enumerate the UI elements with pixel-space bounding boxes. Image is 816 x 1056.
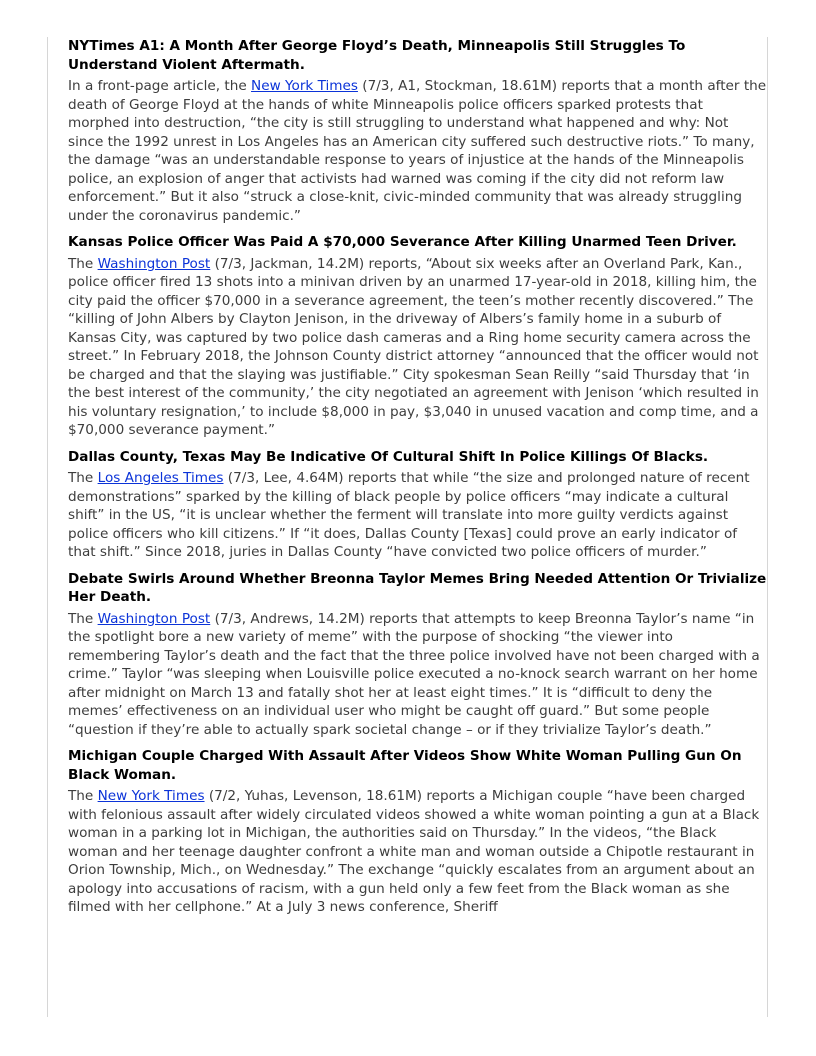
source-link[interactable]: Washington Post xyxy=(97,255,211,272)
article-intro: The xyxy=(68,788,98,804)
article-headline: Michigan Couple Charged With Assault After Videos Show White Woman Pulling Gun On Black Woman. xyxy=(68,748,742,783)
source-link[interactable]: New York Times xyxy=(251,78,358,94)
article-breonna-taylor-memes xyxy=(68,570,767,740)
source-link[interactable]: New York Times xyxy=(97,788,205,804)
article-headline: Kansas Police Officer Was Paid A $70,000 Severance After Killing Unarmed Teen Driver. xyxy=(68,234,737,250)
article-dallas-county xyxy=(68,448,767,562)
article-body xyxy=(68,469,767,562)
source-link[interactable]: Los Angeles Times xyxy=(97,470,224,486)
source-link[interactable]: Washington Post xyxy=(97,610,211,627)
document-page xyxy=(47,37,768,1017)
article-text: (7/2, Yuhas, Levenson, 18.61M) reports a Michigan couple “have been charged with felonious assault after widely circulated videos showed a white woman pointing a gun at a Black woman in a parking lot in Michigan, the authorities said on Thursday.” In the videos, “the Black woman and her teenage daughter confront a white man and woman outside a Chipotle restaurant in Orion Township, Mich., on Wednesday.” The exchange “quickly escalates from an argument about an apology into accusations of racism, with a gun held only a few feet from the Black woman as she filmed with her cellphone.” At a July 3 news conference, Sheriff xyxy=(68,788,760,915)
article-body xyxy=(68,787,767,917)
article-kansas-severance xyxy=(68,233,767,440)
article-body xyxy=(68,77,767,225)
article-floyd-minneapolis xyxy=(68,37,767,225)
article-intro: In a front-page article, the xyxy=(68,78,252,94)
article-text: (7/3, Jackman, 14.2M) reports, “About six weeks after an Overland Park, Kan., police officer fired 13 shots into a minivan driven by an unarmed 17-year-old in 2018, killing him, the city paid the officer $70,000 in a severance agreement, the teen’s mother recently discovered.” The “killing of John Albers by Clayton Jenison, in the driveway of Albers’s family home in a suburb of Kansas City, was captured by two police dash cameras and a Ring home security camera across the street.” In February 2018, the Johnson County district attorney “announced that the officer would not be charged and that the slaying was justifiable.” City spokesman Sean Reilly “said Thursday that ‘in the best interest of the community,’ the city negotiated an agreement with Jenison ‘which resulted in his voluntary resignation,’ to include $8,000 in pay, $3,040 in unused vacation and comp time, and a $70,000 severance payment.” xyxy=(68,255,759,438)
article-text: (7/3, Lee, 4.64M) reports that while “the size and prolonged nature of recent demonstrations” sparked by the killing of black people by police officers “may indicate a cultural shift” in the US, “it is unclear whether the ferment will translate into more guilty verdicts against police officers who kill citizens.” If “it does, Dallas County [Texas] could prove an early indicator of that shift.” Since 2018, juries in Dallas County “have convicted two police officers of murder.” xyxy=(68,470,750,560)
article-intro: The xyxy=(68,610,98,627)
article-headline: Debate Swirls Around Whether Breonna Taylor Memes Bring Needed Attention Or Trivialize Her Death. xyxy=(68,570,767,605)
article-intro: The xyxy=(68,255,98,272)
article-text: (7/3, Andrews, 14.2M) reports that attempts to keep Breonna Taylor’s name “in the spotlight bore a new variety of meme” with the purpose of shocking “the viewer into remembering Taylor’s death and the fact that the three police involved have not been charged with a crime.” Taylor “was sleeping when Louisville police executed a no-knock search warrant on her home after midnight on March 13 and fatally shot her at least eight times.” It is “difficult to deny the memes’ effectiveness on an individual user who might be caught off guard.” But some people “question if they’re able to actually spark societal change – or if they trivialize Taylor’s death.” xyxy=(68,610,760,738)
article-headline: NYTimes A1: A Month After George Floyd’s Death, Minneapolis Still Struggles To Understand Violent Aftermath. xyxy=(68,38,686,73)
article-headline: Dallas County, Texas May Be Indicative Of Cultural Shift In Police Killings Of Blacks. xyxy=(68,448,709,465)
article-body xyxy=(68,610,767,740)
article-text: (7/3, A1, Stockman, 18.61M) reports that a month after the death of George Floyd at the hands of white Minneapolis police officers sparked protests that morphed into destruction, “the city is still struggling to understand what happened and why: Not since the 1992 unrest in Los Angeles has an American city suffered such destructive riots.” To many, the damage “was an understandable response to years of injustice at the hands of the Minneapolis police, an explosion of anger that activists had warned was coming if the city did not reform law enforcement.” But it also “struck a close-knit, civic-minded community that was already struggling under the coronavirus pandemic.” xyxy=(68,78,767,224)
article-michigan-couple xyxy=(68,747,767,917)
article-body xyxy=(68,255,767,440)
article-intro: The xyxy=(68,470,98,486)
